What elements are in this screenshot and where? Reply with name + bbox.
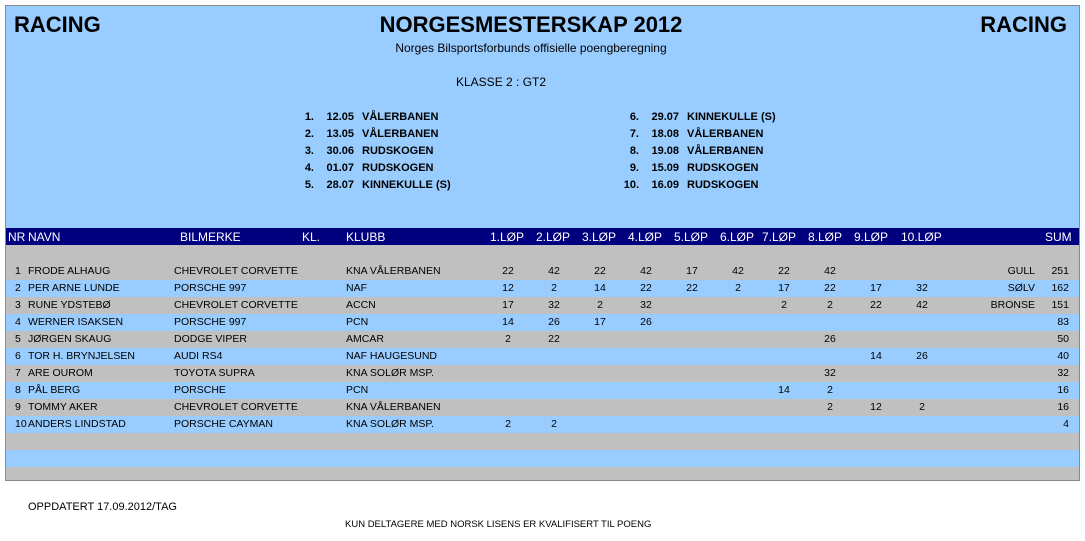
header-lop-7: 7.LØP xyxy=(762,230,797,244)
table-row xyxy=(6,399,1079,416)
cell-klubb: KNA VÅLERBANEN xyxy=(346,401,441,413)
header-lop-8: 8.LØP xyxy=(808,230,843,244)
cell-lop-1: 2 xyxy=(505,418,511,430)
cell-lop-2: 42 xyxy=(548,265,560,277)
cell-lop-8: 32 xyxy=(824,367,836,379)
header-lop-3: 3.LØP xyxy=(582,230,617,244)
cell-lop-4: 32 xyxy=(640,299,652,311)
header-lop-2: 2.LØP xyxy=(536,230,571,244)
race-entry xyxy=(284,177,451,194)
race-venue: VÅLERBANEN xyxy=(687,145,764,157)
race-number: 4. xyxy=(304,162,314,174)
racing-label-left: RACING xyxy=(14,12,101,37)
cell-bilmerke: DODGE VIPER xyxy=(174,333,247,345)
race-date: 18.08 xyxy=(651,128,679,140)
cell-nr: 8 xyxy=(15,384,21,396)
cell-lop-2: 32 xyxy=(548,299,560,311)
header-kl: KL. xyxy=(302,230,321,244)
cell-sum: 4 xyxy=(1063,418,1069,430)
cell-navn: ANDERS LINDSTAD xyxy=(28,418,126,430)
race-number: 9. xyxy=(629,162,639,174)
empty-row xyxy=(6,433,1079,450)
cell-lop-4: 42 xyxy=(640,265,652,277)
race-number: 2. xyxy=(304,128,314,140)
race-entry xyxy=(284,160,451,177)
results-table-body xyxy=(6,263,1079,481)
header-sum: SUM xyxy=(1045,230,1072,244)
race-number: 7. xyxy=(629,128,639,140)
cell-bilmerke: TOYOTA SUPRA xyxy=(174,367,255,379)
race-venue: VÅLERBANEN xyxy=(362,128,439,140)
cell-lop-7: 17 xyxy=(778,282,790,294)
race-date: 15.09 xyxy=(651,162,679,174)
cell-nr: 1 xyxy=(15,265,21,277)
cell-lop-3: 22 xyxy=(594,265,606,277)
cell-navn: RUNE YDSTEBØ xyxy=(28,299,111,311)
cell-lop-2: 22 xyxy=(548,333,560,345)
cell-lop-1: 14 xyxy=(502,316,514,328)
race-date: 12.05 xyxy=(326,111,354,123)
header-bilmerke: BILMERKE xyxy=(180,230,241,244)
header-navn: NAVN xyxy=(28,230,61,244)
cell-lop-2: 2 xyxy=(551,282,557,294)
cell-lop-9: 17 xyxy=(870,282,882,294)
cell-lop-7: 14 xyxy=(778,384,790,396)
cell-navn: WERNER ISAKSEN xyxy=(28,316,124,328)
cell-klubb: KNA SOLØR MSP. xyxy=(346,367,434,379)
cell-sum: 50 xyxy=(1057,333,1069,345)
cell-lop-8: 2 xyxy=(827,299,833,311)
race-entry xyxy=(609,177,776,194)
race-venue: KINNEKULLE (S) xyxy=(362,179,451,191)
cell-nr: 9 xyxy=(15,401,21,413)
race-number: 8. xyxy=(629,145,639,157)
table-row xyxy=(6,331,1079,348)
empty-row xyxy=(6,467,1079,481)
header-nr: NR xyxy=(8,230,26,244)
race-entry xyxy=(284,126,451,143)
race-number: 6. xyxy=(629,111,639,123)
page-title: NORGESMESTERSKAP 2012 xyxy=(379,12,683,37)
table-row xyxy=(6,416,1079,433)
header-lop-6: 6.LØP xyxy=(720,230,755,244)
cell-sum: 162 xyxy=(1051,282,1069,294)
cell-navn: PÅL BERG xyxy=(28,384,81,396)
cell-lop-8: 42 xyxy=(824,265,836,277)
table-row xyxy=(6,382,1079,399)
cell-nr: 4 xyxy=(15,316,21,328)
racing-label-right: RACING xyxy=(980,12,1067,37)
cell-lop-1: 12 xyxy=(502,282,514,294)
cell-lop-3: 17 xyxy=(594,316,606,328)
race-entry xyxy=(609,109,776,126)
cell-lop-4: 22 xyxy=(640,282,652,294)
cell-klubb: PCN xyxy=(346,316,369,328)
cell-lop-1: 17 xyxy=(502,299,514,311)
race-date: 19.08 xyxy=(651,145,679,157)
cell-lop-9: 12 xyxy=(870,401,882,413)
cell-sum: 251 xyxy=(1051,265,1069,277)
race-entry xyxy=(284,143,451,160)
cell-navn: PER ARNE LUNDE xyxy=(28,282,120,294)
cell-lop-5: 22 xyxy=(686,282,698,294)
cell-navn: TOMMY AKER xyxy=(28,401,98,413)
license-note: KUN DELTAGERE MED NORSK LISENS ER KVALIFISERT TIL POENG xyxy=(345,519,652,530)
table-header xyxy=(6,228,1079,245)
race-venue: RUDSKOGEN xyxy=(362,162,434,174)
header-lop-9: 9.LØP xyxy=(854,230,889,244)
cell-bilmerke: PORSCHE xyxy=(174,384,226,396)
cell-sum: 16 xyxy=(1057,384,1069,396)
cell-lop-4: 26 xyxy=(640,316,652,328)
cell-klubb: PCN xyxy=(346,384,369,396)
table-row xyxy=(6,348,1079,365)
cell-lop-9: 14 xyxy=(870,350,882,362)
cell-lop-8: 2 xyxy=(827,384,833,396)
cell-lop-2: 2 xyxy=(551,418,557,430)
cell-bilmerke: CHEVROLET CORVETTE xyxy=(174,401,298,413)
race-date: 29.07 xyxy=(651,111,679,123)
header-lop-4: 4.LØP xyxy=(628,230,663,244)
cell-nr: 7 xyxy=(15,367,21,379)
header-klubb: KLUBB xyxy=(346,230,386,244)
cell-lop-1: 22 xyxy=(502,265,514,277)
cell-navn: JØRGEN SKAUG xyxy=(28,333,112,345)
race-number: 3. xyxy=(304,145,314,157)
cell-lop-10: 26 xyxy=(916,350,928,362)
results-panel xyxy=(5,5,1080,481)
cell-lop-7: 2 xyxy=(781,299,787,311)
cell-nr: 5 xyxy=(15,333,21,345)
race-number: 1. xyxy=(304,111,314,123)
race-venue: VÅLERBANEN xyxy=(362,111,439,123)
race-venue: RUDSKOGEN xyxy=(362,145,434,157)
cell-lop-8: 2 xyxy=(827,401,833,413)
page-subtitle: Norges Bilsportsforbunds offisielle poengberegning xyxy=(395,41,667,55)
cell-klubb: ACCN xyxy=(346,299,376,311)
cell-lop-3: 14 xyxy=(594,282,606,294)
cell-klubb: KNA SOLØR MSP. xyxy=(346,418,434,430)
cell-medal: BRONSE xyxy=(990,299,1035,311)
cell-bilmerke: PORSCHE 997 xyxy=(174,316,247,328)
race-date: 30.06 xyxy=(326,145,354,157)
cell-lop-6: 42 xyxy=(732,265,744,277)
race-date: 01.07 xyxy=(326,162,354,174)
header-lop-1: 1.LØP xyxy=(490,230,525,244)
race-venue: RUDSKOGEN xyxy=(687,162,759,174)
cell-bilmerke: CHEVROLET CORVETTE xyxy=(174,265,298,277)
cell-klubb: KNA VÅLERBANEN xyxy=(346,265,441,277)
cell-nr: 3 xyxy=(15,299,21,311)
race-venue: KINNEKULLE (S) xyxy=(687,111,776,123)
spacer-row xyxy=(6,245,1079,263)
cell-lop-10: 2 xyxy=(919,401,925,413)
cell-lop-1: 2 xyxy=(505,333,511,345)
race-venue: VÅLERBANEN xyxy=(687,128,764,140)
race-date: 16.09 xyxy=(651,179,679,191)
cell-bilmerke: CHEVROLET CORVETTE xyxy=(174,299,298,311)
updated-note: OPPDATERT 17.09.2012/TAG xyxy=(28,501,177,513)
table-row xyxy=(6,263,1079,280)
race-venue: RUDSKOGEN xyxy=(687,179,759,191)
cell-navn: TOR H. BRYNJELSEN xyxy=(28,350,135,362)
cell-nr: 2 xyxy=(15,282,21,294)
race-entry xyxy=(609,126,776,143)
empty-row xyxy=(6,450,1079,467)
cell-klubb: NAF HAUGESUND xyxy=(346,350,438,362)
race-calendar-right xyxy=(609,109,776,194)
table-row xyxy=(6,365,1079,382)
cell-medal: GULL xyxy=(1007,265,1035,277)
cell-lop-8: 22 xyxy=(824,282,836,294)
race-date: 13.05 xyxy=(326,128,354,140)
cell-medal: SØLV xyxy=(1007,282,1035,294)
cell-lop-10: 42 xyxy=(916,299,928,311)
header-lop-5: 5.LØP xyxy=(674,230,709,244)
cell-lop-2: 26 xyxy=(548,316,560,328)
cell-sum: 40 xyxy=(1057,350,1069,362)
race-entry xyxy=(609,160,776,177)
cell-nr: 10 xyxy=(15,418,27,430)
cell-bilmerke: PORSCHE CAYMAN xyxy=(174,418,273,430)
cell-sum: 16 xyxy=(1057,401,1069,413)
race-entry xyxy=(609,143,776,160)
cell-navn: ARE OUROM xyxy=(28,367,93,379)
race-number: 5. xyxy=(304,179,314,191)
cell-sum: 83 xyxy=(1057,316,1069,328)
cell-lop-9: 22 xyxy=(870,299,882,311)
class-label: KLASSE 2 : GT2 xyxy=(456,75,547,89)
cell-lop-8: 26 xyxy=(824,333,836,345)
cell-sum: 32 xyxy=(1057,367,1069,379)
table-row xyxy=(6,297,1079,314)
race-entry xyxy=(284,109,451,126)
cell-lop-7: 22 xyxy=(778,265,790,277)
table-row xyxy=(6,280,1079,297)
cell-lop-6: 2 xyxy=(735,282,741,294)
cell-sum: 151 xyxy=(1051,299,1069,311)
cell-bilmerke: PORSCHE 997 xyxy=(174,282,247,294)
cell-lop-10: 32 xyxy=(916,282,928,294)
header-lop-10: 10.LØP xyxy=(901,230,942,244)
cell-klubb: AMCAR xyxy=(346,333,384,345)
race-number: 10. xyxy=(623,179,639,191)
cell-lop-5: 17 xyxy=(686,265,698,277)
table-row xyxy=(6,314,1079,331)
cell-bilmerke: AUDI RS4 xyxy=(174,350,223,362)
cell-lop-3: 2 xyxy=(597,299,603,311)
cell-klubb: NAF xyxy=(346,282,367,294)
cell-nr: 6 xyxy=(15,350,21,362)
race-calendar-left xyxy=(284,109,451,194)
cell-navn: FRODE ALHAUG xyxy=(28,265,111,277)
race-date: 28.07 xyxy=(326,179,354,191)
